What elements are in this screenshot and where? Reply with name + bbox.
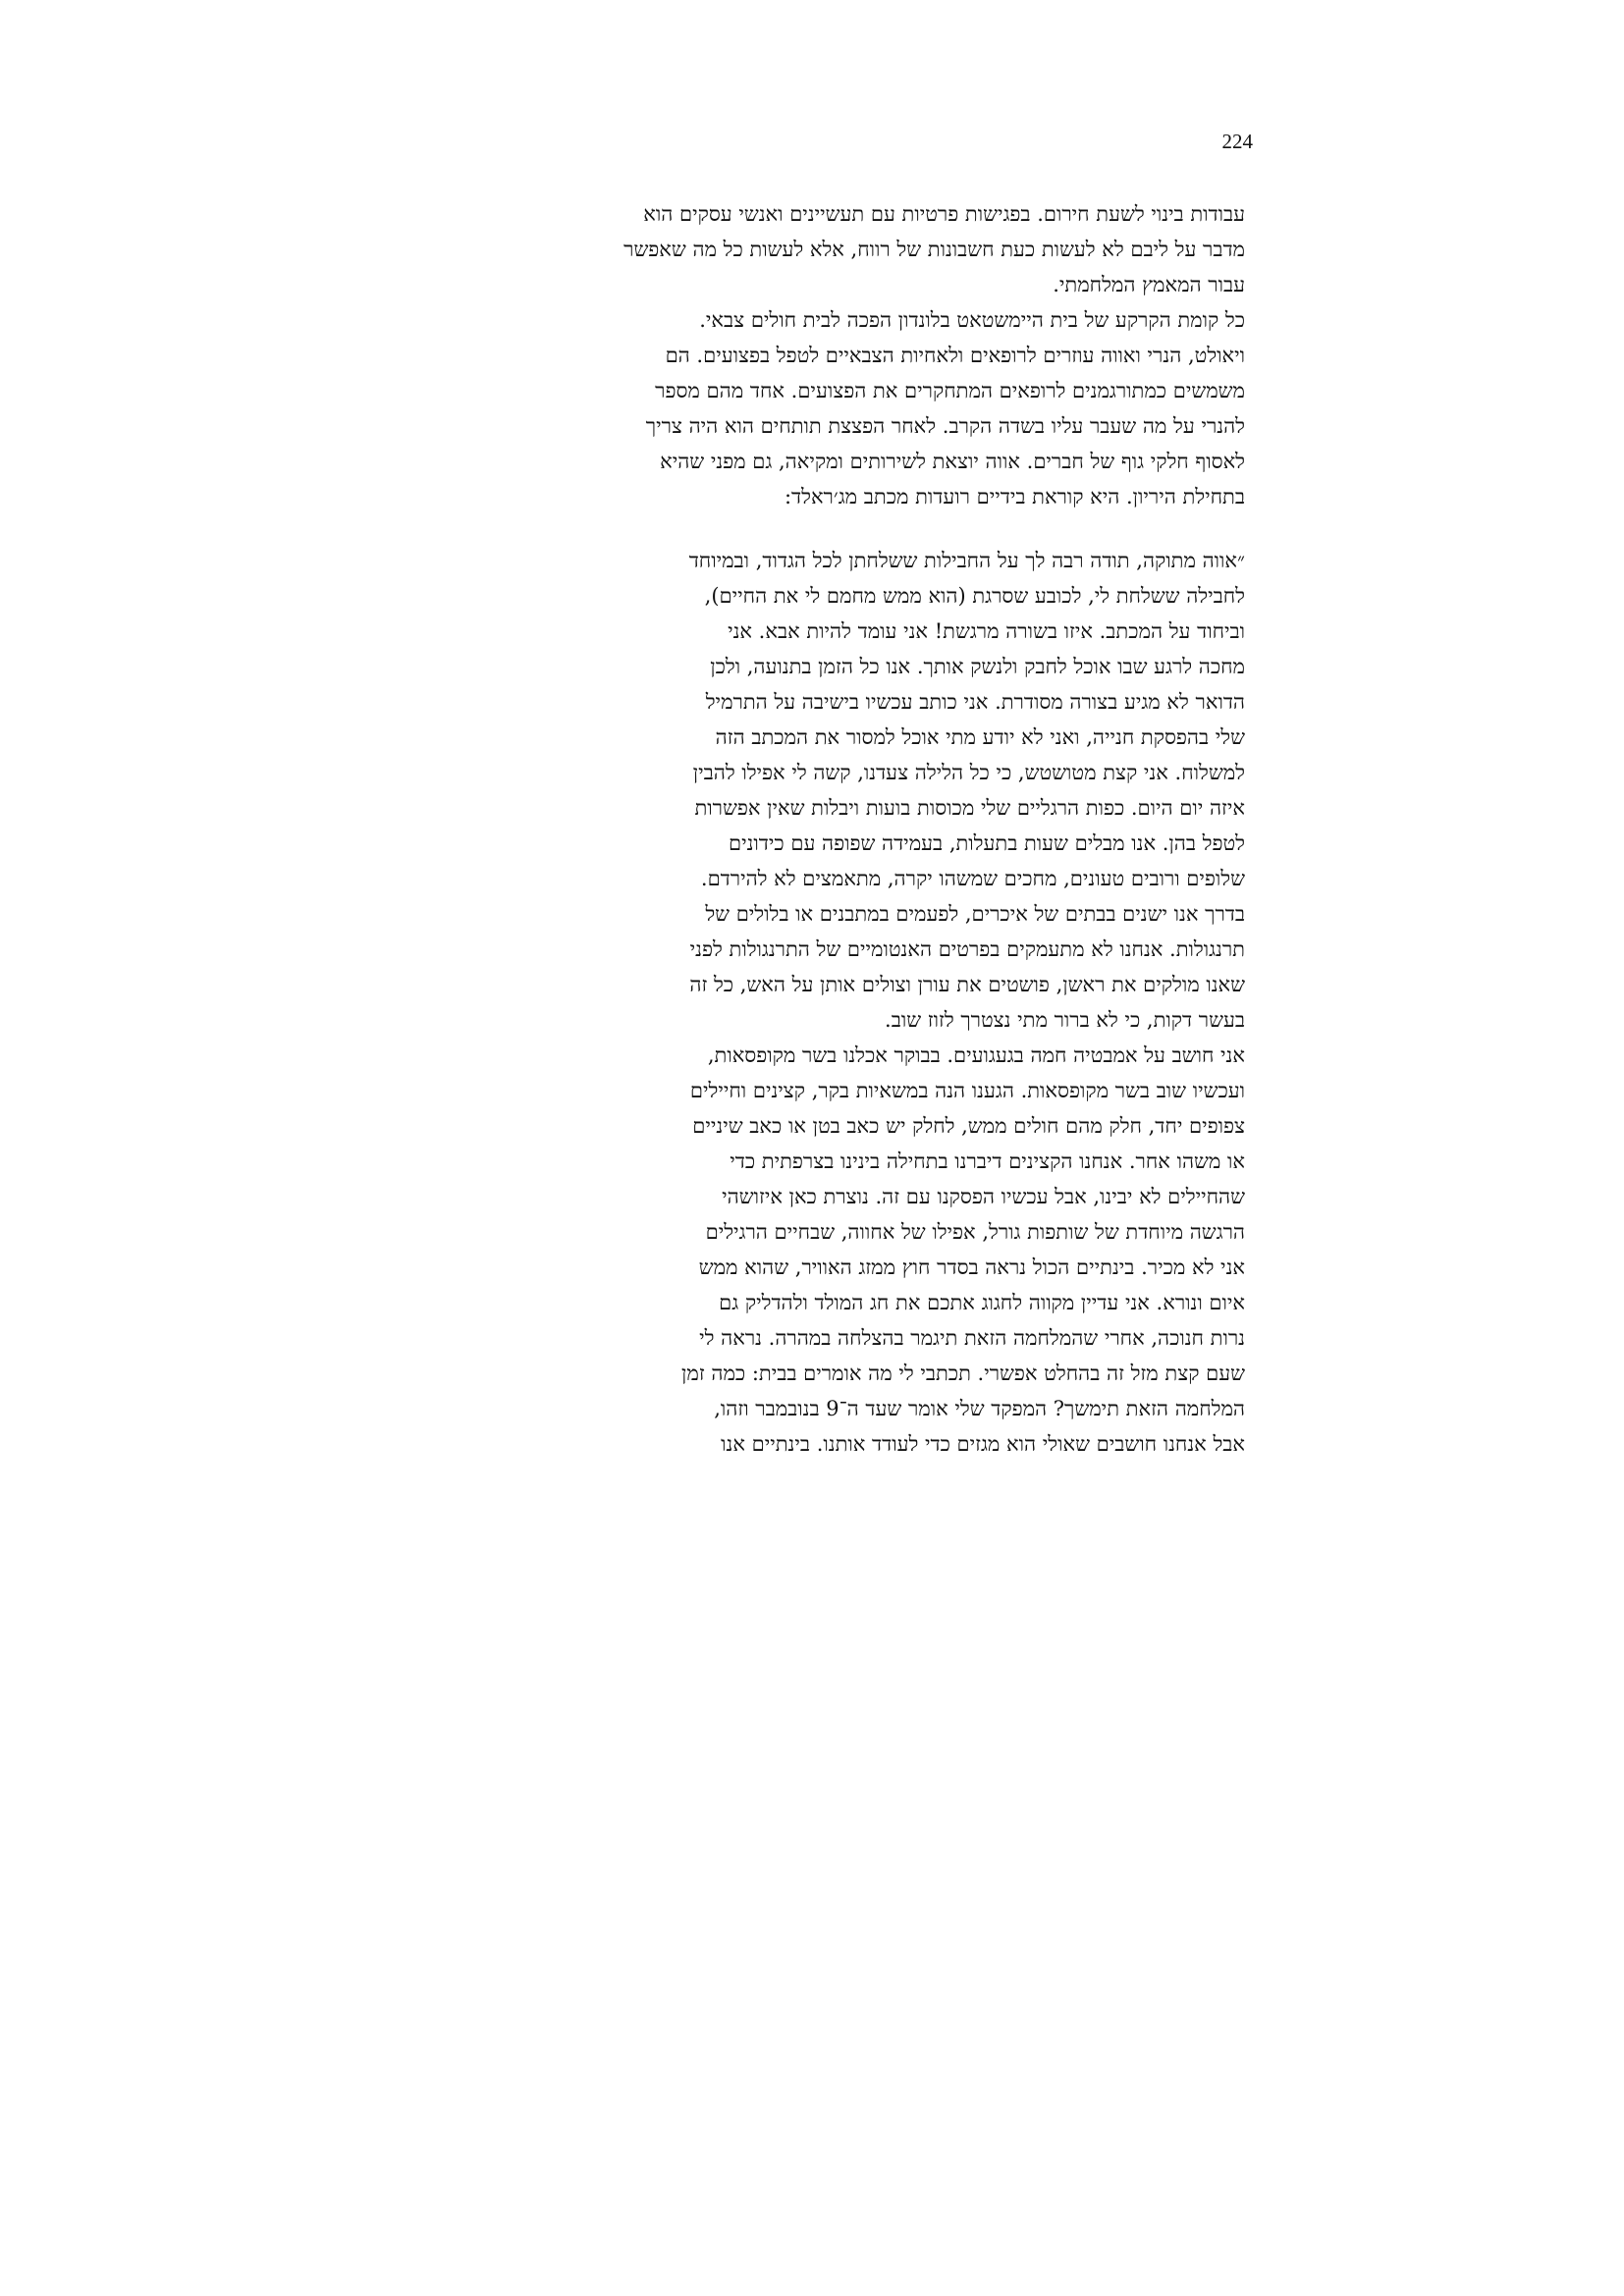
text-line: ועכשיו שוב בשר מקופסאות. הגענו הנה במשאיות בקר, קצינים וחיילים xyxy=(689,1079,1245,1102)
text-line: שהחיילים לא יבינו, אבל עכשיו הפסקנו עם זה. נוצרת כאן איזושהי xyxy=(722,1185,1245,1208)
text-line: איזה יום היום. כפות הרגליים שלי מכוסות בועות ויבלות שאין אפשרות xyxy=(694,796,1245,820)
text-line: שעם קצת מזל זה בהחלט אפשרי. תכתבי לי מה אומרים בבית: כמה זמן xyxy=(681,1362,1245,1385)
text-line: בדרך אנו ישנים בבתים של איכרים, לפעמים במתבנים או בלולים של xyxy=(705,902,1245,926)
letter-continuation xyxy=(387,1038,1245,1462)
text-line: מחכה לרגע שבו אוכל לחבק ולנשק אותך. אנו כל הזמן בתנועה, ולכן xyxy=(710,655,1245,678)
text-line: עבור המאמץ המלחמתי. xyxy=(1053,273,1245,296)
text-line: לחבילה ששלחת לי, לכובע שסרגת (הוא ממש מחמם לי את החיים), xyxy=(704,584,1245,608)
text-line: אבל אנחנו חושבים שאולי הוא מגזים כדי לעודד אותנו. בינתיים אנו xyxy=(721,1432,1245,1456)
text-line: בעשר דקות, כי לא ברור מתי נצטרך לזוז שוב. xyxy=(885,1008,1245,1032)
text-line: שאנו מולקים את ראשן, פושטים את עורן וצולים אותן על האש, כל זה xyxy=(689,973,1245,996)
text-line: למשלוח. אני קצת מטושטש, כי כל הלילה צעדנו, קשה לי אפילו להבין xyxy=(692,761,1245,784)
text-line: צפופים יחד, חלק מהם חולים ממש, לחלק יש כאב בטן או כאב שיניים xyxy=(692,1114,1245,1138)
narrative-paragraph-2 xyxy=(387,302,1245,514)
text-line: ויאולט, הנרי ואווה עוזרים לרופאים ולאחיות הצבאיים לטפל בפצועים. הם xyxy=(665,344,1245,367)
text-line: איום ונורא. אני עדיין מקווה לחגוג אתכם את חג המולד ולהדליק גם xyxy=(719,1291,1245,1314)
text-line: מדבר על ליבם לא לעשות כעת חשבונות של רווח, אלא לעשות כל מה שאפשר xyxy=(623,238,1245,261)
text-line: שלי בהפסקת חנייה, ואני לא יודע מתי אוכל למסור את המכתב הזה xyxy=(715,725,1245,749)
text-line: להנרי על מה שעבר עליו בשדה הקרב. לאחר הפצצת תותחים הוא היה צריך xyxy=(645,414,1245,438)
text-line: וביחוד על המכתב. איזו בשורה מרגשת! אני עומד להיות אבא. אני xyxy=(728,619,1245,643)
text-line: משמשים כמתורגמנים לרופאים המתחקרים את הפצועים. אחד מהם מספר xyxy=(655,379,1245,402)
text-line: או משהו אחר. אנחנו הקצינים דיברנו בתחילה בינינו בצרפתית כדי xyxy=(730,1149,1245,1173)
text-line: המלחמה הזאת תימשך? המפקד שלי אומר שעד ה־9 בנובמבר וזהו, xyxy=(714,1397,1245,1420)
page-body xyxy=(387,196,1245,1462)
text-line: ״אווה מתוקה, תודה רבה לך על החבילות ששלחתן לכל הגדוד, ובמיוחד xyxy=(688,549,1245,572)
letter-quote xyxy=(428,543,1245,1038)
text-line: שלופים ורובים טעונים, מחכים שמשהו יקרה, מתאמצים לא להירדם. xyxy=(700,867,1245,890)
narrative-paragraph-1 xyxy=(387,196,1245,302)
text-line: נרות חנוכה, אחרי שהמלחמה הזאת תיגמר בהצלחה במהרה. נראה לי xyxy=(699,1326,1245,1350)
text-line: הדואר לא מגיע בצורה מסודרת. אני כותב עכשיו בישיבה על התרמיל xyxy=(705,690,1245,714)
text-line: עבודות בינוי לשעת חירום. בפגישות פרטיות עם תעשיינים ואנשי עסקים הוא xyxy=(643,202,1245,226)
page-number: 224 xyxy=(1221,130,1253,153)
text-line: תרנגולות. אנחנו לא מתעמקים בפרטים האנטומיים של התרנגולות לפני xyxy=(689,937,1245,961)
text-line: הרגשה מיוחדת של שותפות גורל, אפילו של אחווה, שבחיים הרגילים xyxy=(705,1220,1245,1244)
text-line: לטפל בהן. אנו מבלים שעות בתעלות, בעמידה שפופה עם כידונים xyxy=(728,831,1245,855)
text-line: אני לא מכיר. בינתיים הכול נראה בסדר חוץ ממזג האוויר, שהוא ממש xyxy=(698,1255,1245,1279)
text-line: בתחילת היריון. היא קוראת בידיים רועדות מכתב מג׳ראלד: xyxy=(784,485,1245,508)
text-line: אני חושב על אמבטיה חמה בגעגועים. בבוקר אכלנו בשר מקופסאות, xyxy=(707,1043,1245,1067)
text-line: כל קומת הקרקע של בית היימשטאט בלונדון הפכה לבית חולים צבאי. xyxy=(699,308,1245,332)
text-line: לאסוף חלקי גוף של חברים. אווה יוצאת לשירותים ומקיאה, גם מפני שהיא xyxy=(660,450,1245,473)
